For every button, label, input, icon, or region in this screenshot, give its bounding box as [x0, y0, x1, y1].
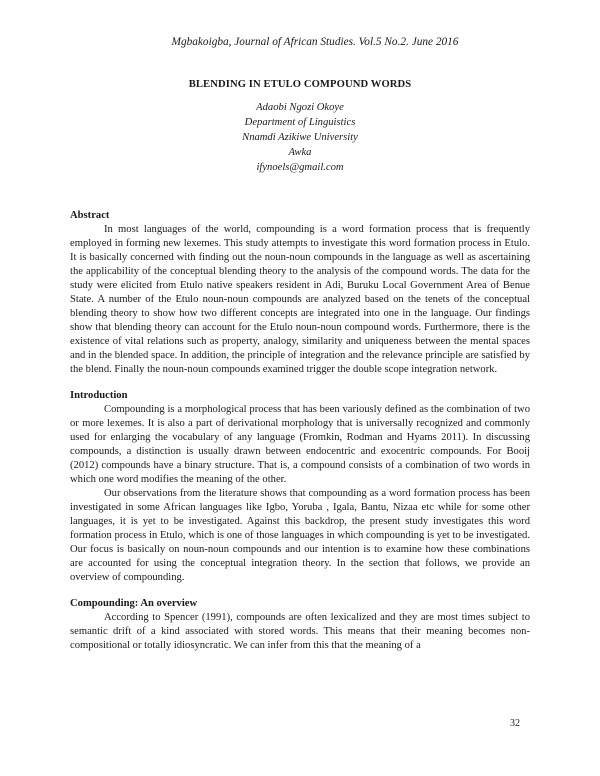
author-university: Nnamdi Azikiwe University: [242, 132, 358, 143]
author-department: Department of Linguistics: [244, 117, 356, 128]
abstract-text: In most languages of the world, compounding is a word formation process that is frequently employed in forming new lexemes. This study attempts to investigate this word formation process in Etulo. It is basically concerned with finding out the noun-noun compounds in the language as well as ascertaining the applicability of the conceptual blending theory to the analysis of the compound words. The data for the study were elicited from Etulo native speakers resident in Adi, Buruku Local Government Area of Benue State. A number of the Etulo noun-noun compounds are analyzed based on the tenets of the conceptual blending theory to show how two different concepts are integrated into one in the language. Our findings show that blending theory can account for the Etulo noun-noun compound words. Furthermore, there is the existence of vital relations such as property, analogy, similarity and uniqueness between the mental spaces and in the blended space. In addition, the principle of integration and the relevance principle are satisfied by the blend. Finally the noun-noun compounds examined trigger the double scope integration network.: [70, 224, 530, 375]
introduction-paragraph-2: Our observations from the literature shows that compounding as a word formation process has been investigated in some African languages like Igbo, Yoruba , Igala, Bantu, Nizaa etc while for some other languages, it is yet to be investigated. Against this backdrop, the present study investigates this word formation process in Etulo, which is one of those languages in which compounding is yet to be investigated. Our focus is basically on noun-noun compounds and our intention is to examine how these combinations are accounted for using the conceptual integration theory. In the section that follows, we provide an overview of compounding.: [70, 488, 530, 583]
page-number: 32: [510, 718, 520, 729]
author-block: [0, 100, 600, 175]
abstract-heading: Abstract: [70, 210, 110, 221]
overview-paragraph-1: According to Spencer (1991), compounds are often lexicalized and they are most times subject to semantic drift of a kind associated with stored words. This means that their meaning becomes non-compositional or totally idiosyncratic. We can infer from this that the meaning of a: [70, 612, 530, 651]
article-title: BLENDING IN ETULO COMPOUND WORDS: [188, 79, 412, 90]
author-name: Adaobi Ngozi Okoye: [256, 102, 344, 113]
author-city: Awka: [288, 147, 312, 158]
introduction-paragraph-1: Compounding is a morphological process that has been variously defined as the combination of two or more lexemes. It is also a part of derivational morphology that is universally recognized and commonly used for enlarging the vocabulary of any language (Fromkin, Rodman and Hyams 2011). In discussing compounds, a distinction is usually drawn between endocentric and exocentric compounds. For Booij (2012) compounds have a binary structure. That is, a compound consists of a combination of two words in which one word modifies the meaning of the other.: [70, 404, 530, 485]
article-body: [70, 209, 530, 653]
overview-heading: Compounding: An overview: [70, 598, 198, 609]
author-email: ifynoels@gmail.com: [256, 162, 344, 173]
journal-header: Mgbakoigba, Journal of African Studies. Vol.5 No.2. June 2016: [171, 36, 459, 48]
introduction-heading: Introduction: [70, 390, 128, 401]
